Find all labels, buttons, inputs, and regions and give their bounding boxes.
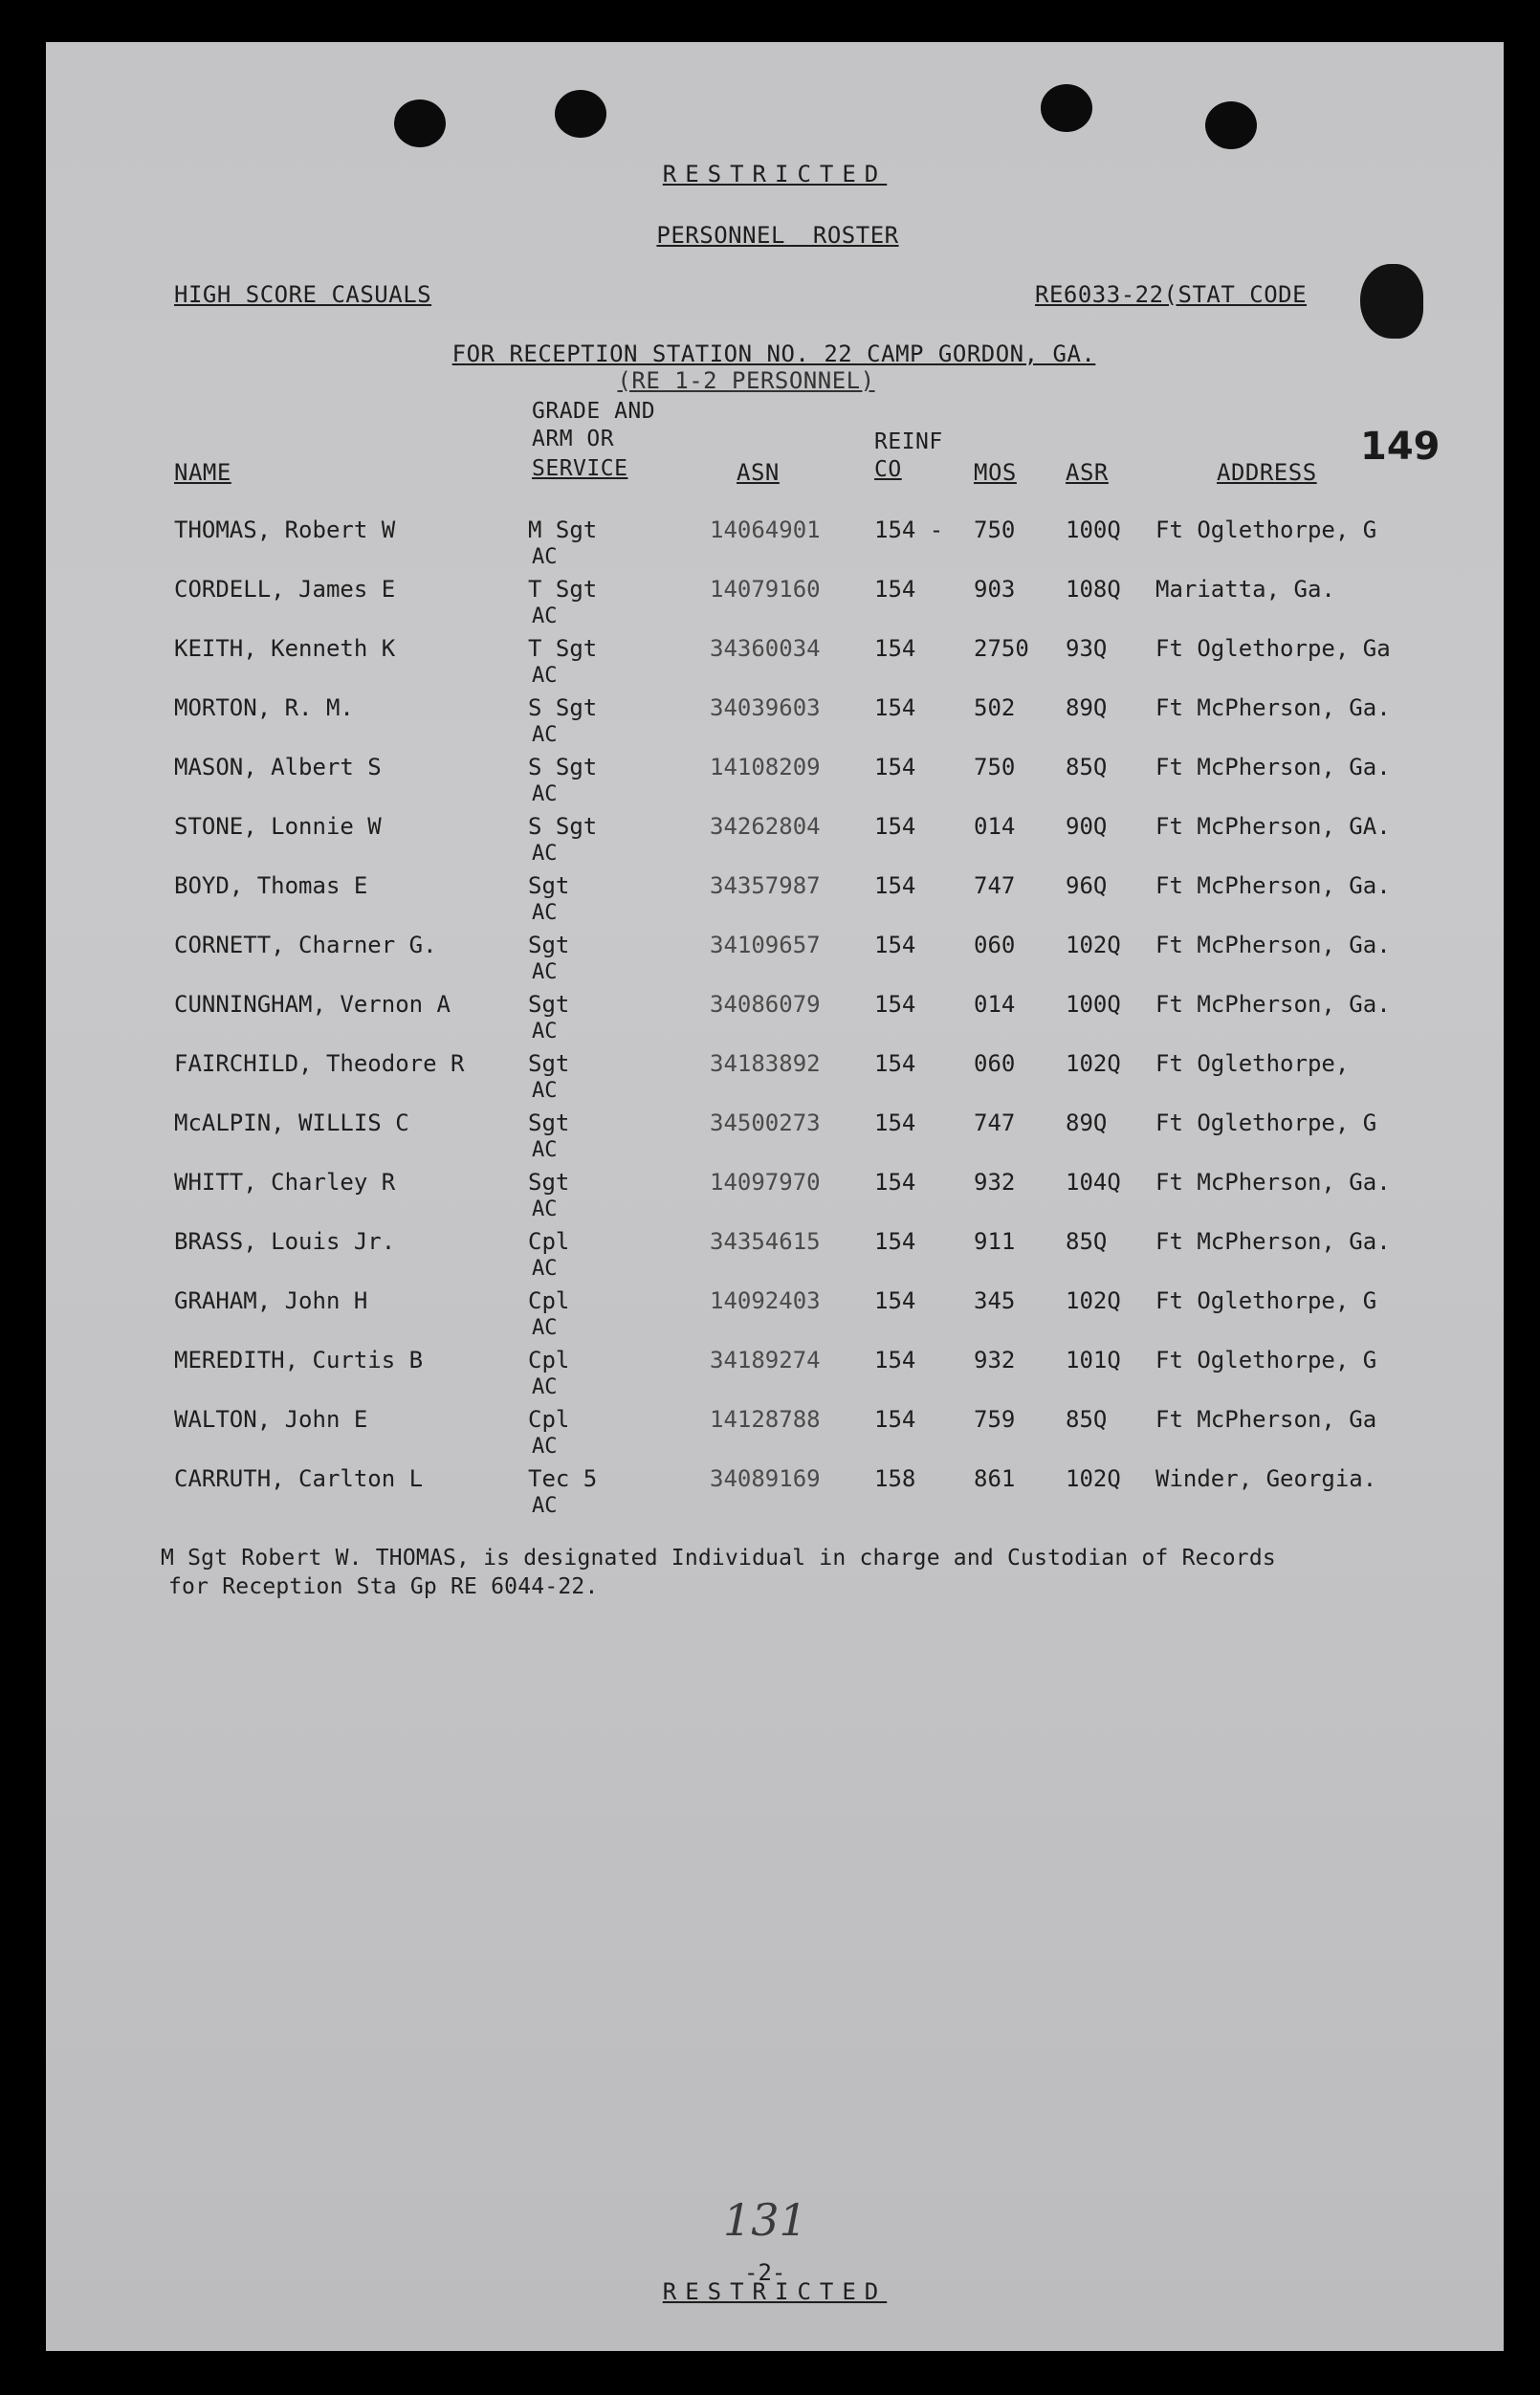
cell-arm: AC	[532, 1375, 558, 1399]
cell-co: 154	[874, 1406, 916, 1433]
cell-co: 154	[874, 932, 916, 958]
station-heading: FOR RECEPTION STATION NO. 22 CAMP GORDON, GA.	[451, 341, 1096, 367]
cell-arm: AC	[532, 960, 558, 984]
classification-top: RESTRICTED	[662, 161, 888, 187]
cell-asr: 102Q	[1066, 1287, 1121, 1314]
ink-blot	[1360, 264, 1423, 339]
roster-row	[46, 1110, 1504, 1169]
cell-mos: 014	[974, 813, 1016, 840]
cell-co: 154	[874, 754, 916, 780]
custodian-note-line-2: for Reception Sta Gp RE 6044-22.	[168, 1574, 599, 1599]
cell-grade: S Sgt	[528, 694, 598, 721]
cell-asn: 34262804	[710, 813, 821, 840]
cell-arm: AC	[532, 1198, 558, 1221]
cell-co: 154	[874, 1347, 916, 1373]
cell-address: Ft McPherson, Ga.	[1155, 754, 1391, 780]
cell-arm: AC	[532, 1316, 558, 1340]
cell-mos: 060	[974, 932, 1016, 958]
col-reinf-1: REINF	[874, 429, 943, 454]
cell-asr: 108Q	[1066, 576, 1121, 603]
cell-asr: 101Q	[1066, 1347, 1121, 1373]
punch-hole-2	[555, 90, 606, 138]
page-stamp: 149	[1360, 425, 1441, 469]
cell-mos: 903	[974, 576, 1016, 603]
cell-asn: 34500273	[710, 1110, 821, 1136]
cell-co: 154	[874, 872, 916, 899]
cell-co: 154	[874, 576, 916, 603]
cell-mos: 759	[974, 1406, 1016, 1433]
cell-grade: Sgt	[528, 1169, 570, 1196]
cell-mos: 502	[974, 694, 1016, 721]
cell-arm: AC	[532, 1435, 558, 1459]
cell-asn: 34089169	[710, 1465, 821, 1492]
cell-address: Ft McPherson, Ga	[1155, 1406, 1377, 1433]
cell-asr: 100Q	[1066, 991, 1121, 1018]
cell-mos: 747	[974, 1110, 1016, 1136]
cell-address: Ft Oglethorpe, G	[1155, 1347, 1377, 1373]
handwritten-number: 131	[723, 2194, 807, 2246]
cell-name: KEITH, Kenneth K	[174, 635, 396, 662]
cell-co: 154	[874, 813, 916, 840]
page-number: -2-	[744, 2259, 786, 2286]
cell-mos: 911	[974, 1228, 1016, 1255]
cell-name: CUNNINGHAM, Vernon A	[174, 991, 451, 1018]
cell-name: CORNETT, Charner G.	[174, 932, 437, 958]
cell-grade: Sgt	[528, 991, 570, 1018]
cell-grade: Sgt	[528, 872, 570, 899]
cell-asr: 102Q	[1066, 1050, 1121, 1077]
cell-address: Ft Oglethorpe, G	[1155, 1287, 1377, 1314]
cell-arm: AC	[532, 664, 558, 688]
col-address: ADDRESS	[1217, 459, 1317, 486]
cell-co: 154	[874, 1050, 916, 1077]
cell-arm: AC	[532, 1079, 558, 1103]
cell-asn: 14128788	[710, 1406, 821, 1433]
roster-page	[46, 42, 1504, 2351]
cell-asn: 14092403	[710, 1287, 821, 1314]
cell-co: 154	[874, 991, 916, 1018]
cell-grade: Sgt	[528, 1050, 570, 1077]
cell-mos: 060	[974, 1050, 1016, 1077]
col-grade-1: GRADE AND	[532, 399, 656, 424]
cell-grade: Cpl	[528, 1347, 570, 1373]
custodian-note-line-1: M Sgt Robert W. THOMAS, is designated Individual in charge and Custodian of Records	[161, 1546, 1276, 1571]
cell-asr: 96Q	[1066, 872, 1108, 899]
cell-name: MORTON, R. M.	[174, 694, 354, 721]
punch-hole-4	[1205, 101, 1257, 149]
cell-address: Winder, Georgia.	[1155, 1465, 1377, 1492]
col-reinf-2: CO	[874, 457, 902, 482]
cell-grade: M Sgt	[528, 516, 598, 543]
roster-row	[46, 813, 1504, 872]
cell-arm: AC	[532, 1257, 558, 1281]
roster-row	[46, 1406, 1504, 1465]
cell-co: 154	[874, 635, 916, 662]
cell-mos: 932	[974, 1347, 1016, 1373]
cell-name: CORDELL, James E	[174, 576, 396, 603]
cell-address: Ft McPherson, Ga.	[1155, 932, 1391, 958]
cell-asr: 90Q	[1066, 813, 1108, 840]
cell-arm: AC	[532, 723, 558, 747]
punch-hole-1	[394, 99, 446, 147]
col-name: NAME	[174, 459, 231, 486]
cell-asn: 34109657	[710, 932, 821, 958]
cell-address: Mariatta, Ga.	[1155, 576, 1335, 603]
cell-asn: 14108209	[710, 754, 821, 780]
cell-asn: 34360034	[710, 635, 821, 662]
cell-arm: AC	[532, 1020, 558, 1044]
cell-asr: 85Q	[1066, 754, 1108, 780]
high-score-label: HIGH SCORE CASUALS	[174, 281, 432, 308]
cell-arm: AC	[532, 842, 558, 866]
cell-address: Ft Oglethorpe, G	[1155, 1110, 1377, 1136]
cell-co: 154	[874, 1287, 916, 1314]
cell-name: MASON, Albert S	[174, 754, 382, 780]
cell-asr: 89Q	[1066, 694, 1108, 721]
cell-arm: AC	[532, 545, 558, 569]
cell-mos: 345	[974, 1287, 1016, 1314]
cell-asr: 104Q	[1066, 1169, 1121, 1196]
cell-address: Ft McPherson, Ga.	[1155, 694, 1391, 721]
personnel-subtitle: (RE 1-2 PERSONNEL)	[617, 367, 875, 394]
cell-asr: 102Q	[1066, 932, 1121, 958]
cell-name: CARRUTH, Carlton L	[174, 1465, 424, 1492]
cell-name: BRASS, Louis Jr.	[174, 1228, 396, 1255]
cell-asn: 34357987	[710, 872, 821, 899]
cell-asr: 102Q	[1066, 1465, 1121, 1492]
cell-address: Ft McPherson, GA.	[1155, 813, 1391, 840]
cell-arm: AC	[532, 782, 558, 806]
cell-grade: Sgt	[528, 1110, 570, 1136]
cell-address: Ft Oglethorpe, Ga	[1155, 635, 1391, 662]
roster-row	[46, 1169, 1504, 1228]
roster-row	[46, 932, 1504, 991]
col-grade-3: SERVICE	[532, 456, 628, 481]
cell-name: McALPIN, WILLIS C	[174, 1110, 409, 1136]
cell-name: THOMAS, Robert W	[174, 516, 396, 543]
cell-grade: Sgt	[528, 932, 570, 958]
cell-asr: 85Q	[1066, 1228, 1108, 1255]
cell-mos: 747	[974, 872, 1016, 899]
roster-title: PERSONNEL ROSTER	[656, 222, 899, 249]
cell-arm: AC	[532, 1494, 558, 1518]
cell-asn: 34183892	[710, 1050, 821, 1077]
cell-asr: 85Q	[1066, 1406, 1108, 1433]
cell-asn: 34086079	[710, 991, 821, 1018]
cell-name: WHITT, Charley R	[174, 1169, 396, 1196]
cell-grade: S Sgt	[528, 754, 598, 780]
roster-row	[46, 1228, 1504, 1287]
cell-grade: T Sgt	[528, 576, 598, 603]
cell-asn: 14064901	[710, 516, 821, 543]
cell-co: 154 -	[874, 516, 944, 543]
roster-row	[46, 872, 1504, 932]
cell-grade: T Sgt	[528, 635, 598, 662]
cell-address: Ft McPherson, Ga.	[1155, 991, 1391, 1018]
cell-asn: 14097970	[710, 1169, 821, 1196]
col-mos: MOS	[974, 459, 1017, 486]
cell-mos: 750	[974, 516, 1016, 543]
cell-asr: 100Q	[1066, 516, 1121, 543]
roster-row	[46, 516, 1504, 576]
cell-co: 158	[874, 1465, 916, 1492]
cell-name: FAIRCHILD, Theodore R	[174, 1050, 465, 1077]
cell-mos: 932	[974, 1169, 1016, 1196]
cell-co: 154	[874, 1228, 916, 1255]
col-asr: ASR	[1066, 459, 1109, 486]
cell-mos: 861	[974, 1465, 1016, 1492]
cell-asn: 34354615	[710, 1228, 821, 1255]
roster-row	[46, 694, 1504, 754]
cell-asn: 14079160	[710, 576, 821, 603]
cell-asr: 89Q	[1066, 1110, 1108, 1136]
cell-asn: 34189274	[710, 1347, 821, 1373]
col-grade-2: ARM OR	[532, 427, 615, 451]
classification-bottom: RESTRICTED	[662, 2278, 888, 2305]
cell-arm: AC	[532, 604, 558, 628]
cell-asn: 34039603	[710, 694, 821, 721]
cell-arm: AC	[532, 1138, 558, 1162]
cell-mos: 2750	[974, 635, 1029, 662]
cell-co: 154	[874, 1169, 916, 1196]
roster-row	[46, 1050, 1504, 1110]
col-asn: ASN	[737, 459, 780, 486]
cell-grade: Cpl	[528, 1228, 570, 1255]
roster-row	[46, 991, 1504, 1050]
roster-row	[46, 1465, 1504, 1525]
cell-address: Ft Oglethorpe,	[1155, 1050, 1350, 1077]
cell-address: Ft McPherson, Ga.	[1155, 1228, 1391, 1255]
roster-row	[46, 1287, 1504, 1347]
punch-hole-3	[1041, 84, 1092, 132]
cell-co: 154	[874, 694, 916, 721]
roster-row	[46, 635, 1504, 694]
cell-grade: S Sgt	[528, 813, 598, 840]
roster-row	[46, 754, 1504, 813]
cell-grade: Tec 5	[528, 1465, 598, 1492]
cell-name: MEREDITH, Curtis B	[174, 1347, 424, 1373]
cell-name: GRAHAM, John H	[174, 1287, 368, 1314]
cell-grade: Cpl	[528, 1406, 570, 1433]
cell-address: Ft Oglethorpe, G	[1155, 516, 1377, 543]
cell-name: STONE, Lonnie W	[174, 813, 382, 840]
cell-co: 154	[874, 1110, 916, 1136]
roster-row	[46, 576, 1504, 635]
cell-address: Ft McPherson, Ga.	[1155, 1169, 1391, 1196]
roster-row	[46, 1347, 1504, 1406]
stat-code-label: RE6033-22(STAT CODE	[1035, 281, 1308, 308]
cell-name: WALTON, John E	[174, 1406, 368, 1433]
cell-grade: Cpl	[528, 1287, 570, 1314]
cell-asr: 93Q	[1066, 635, 1108, 662]
cell-name: BOYD, Thomas E	[174, 872, 368, 899]
cell-arm: AC	[532, 901, 558, 925]
cell-address: Ft McPherson, Ga.	[1155, 872, 1391, 899]
cell-mos: 014	[974, 991, 1016, 1018]
cell-mos: 750	[974, 754, 1016, 780]
